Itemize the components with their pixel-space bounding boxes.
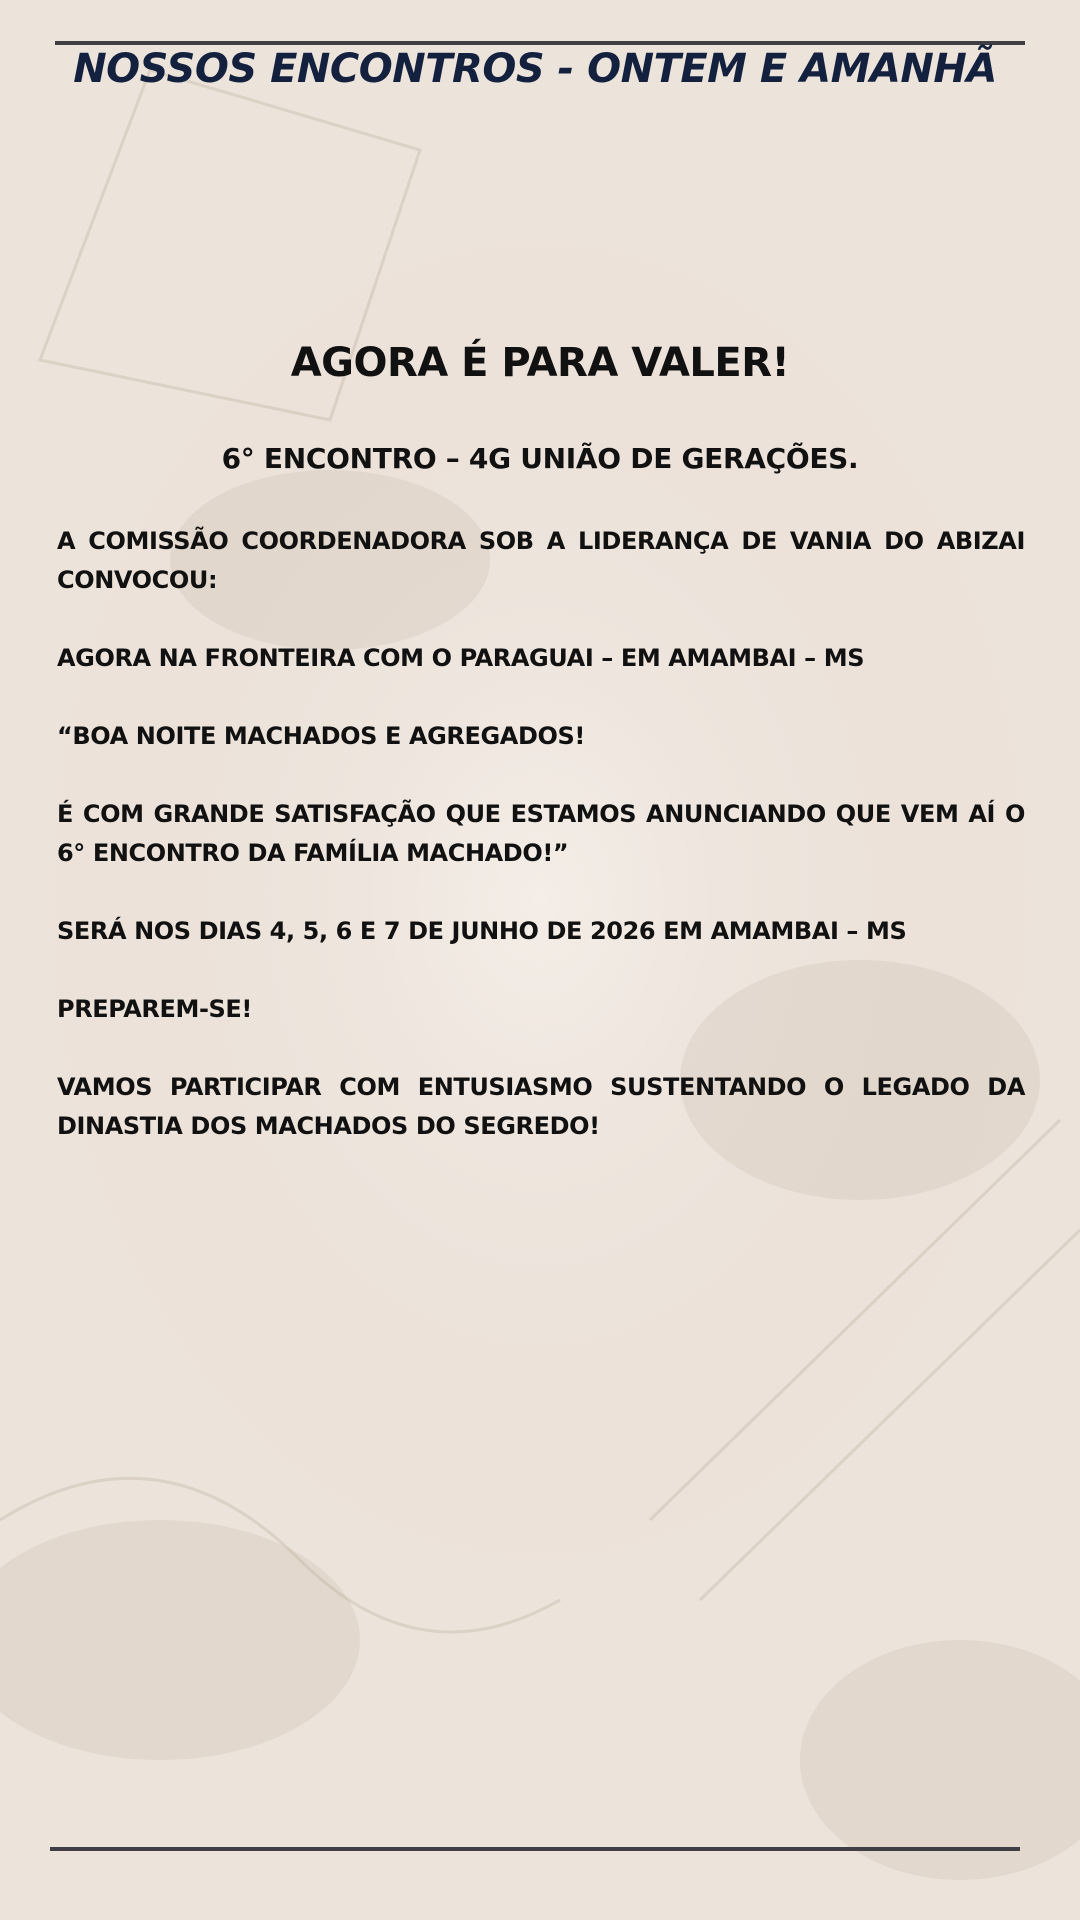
paragraph-closing: VAMOS PARTICIPAR COM ENTUSIASMO SUSTENTANDO O LEGADO DA DINASTIA DOS MACHADOS DO SEGREDO! [57,1073,1025,1140]
paragraph-prepare: PREPAREM-SE! [57,995,252,1023]
page-title: NOSSOS ENCONTROS - ONTEM E AMANHÃ [73,46,997,92]
bottom-divider [50,1847,1020,1851]
subheadline: 6° ENCONTRO – 4G UNIÃO DE GERAÇÕES. [221,442,859,475]
paragraph-greeting: “BOA NOITE MACHADOS E AGREGADOS! [57,722,585,750]
top-divider [55,41,1025,45]
paragraph-dates: SERÁ NOS DIAS 4, 5, 6 E 7 DE JUNHO DE 2026 EM AMAMBAI – MS [57,917,907,945]
paragraph-announcement: É COM GRANDE SATISFAÇÃO QUE ESTAMOS ANUNCIANDO QUE VEM AÍ O 6° ENCONTRO DA FAMÍLIA MACHADO!” [57,800,1025,867]
announcement-body [57,522,1025,1185]
paragraph-location: AGORA NA FRONTEIRA COM O PARAGUAI – EM AMAMBAI – MS [57,644,865,672]
paragraph-convocation: A COMISSÃO COORDENADORA SOB A LIDERANÇA DE VANIA DO ABIZAI CONVOCOU: [57,527,1025,594]
headline: AGORA É PARA VALER! [290,340,790,386]
